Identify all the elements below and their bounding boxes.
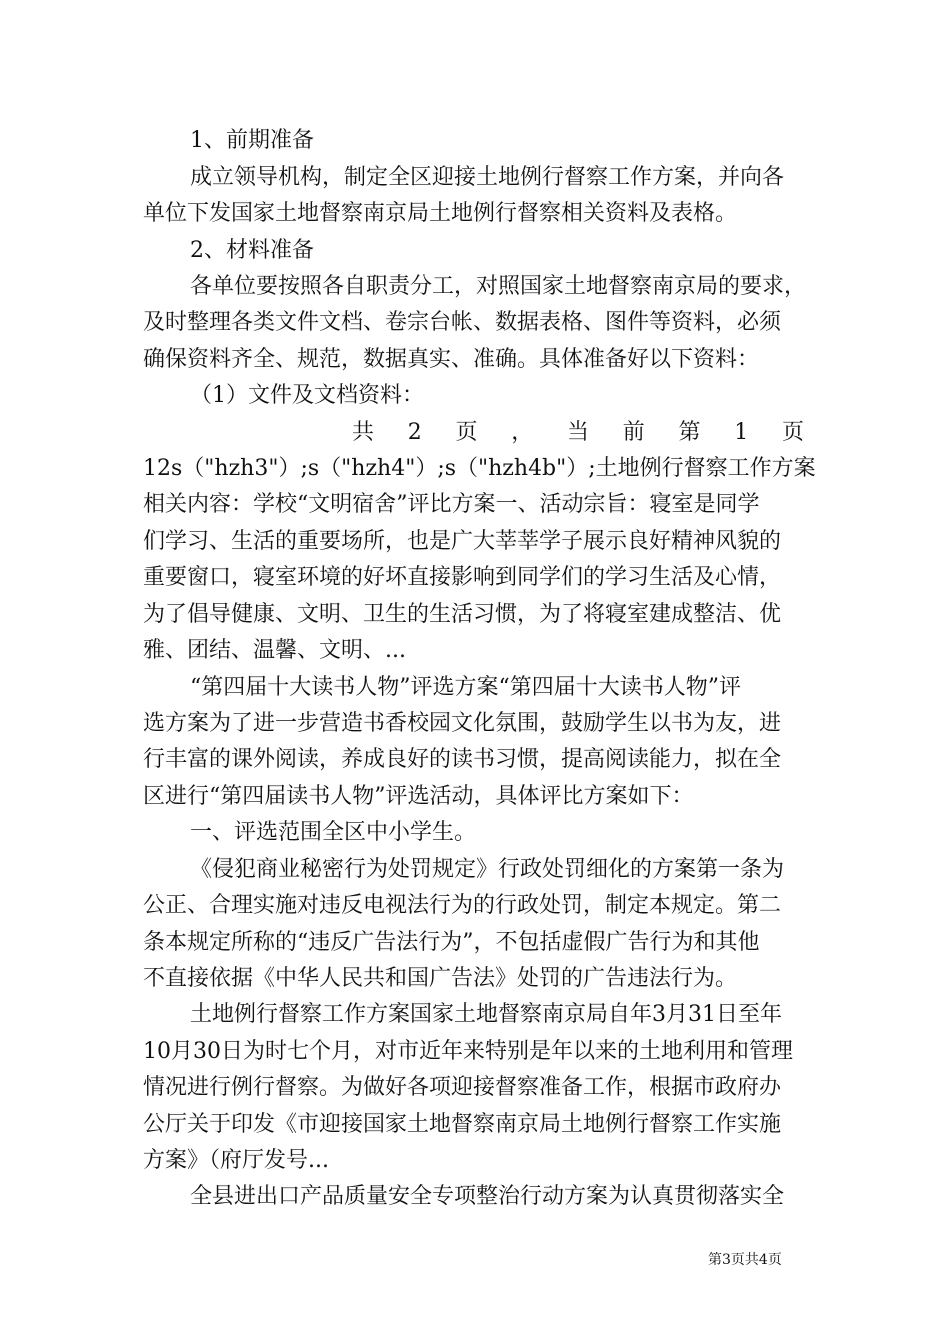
page-indicator-char: 第 <box>678 420 701 445</box>
text-line: 12s（"hzh3"）;s（"hzh4"）;s（"hzh4b"）;土地例行督察工作方案 <box>143 456 816 481</box>
text-line: “第四届十大读书人物”评选方案“第四届十大读书人物”评 <box>190 675 741 700</box>
text-line: 及时整理各类文件文档、卷宗台帐、数据表格、图件等资料，必须 <box>143 310 782 335</box>
text-line: 一、评选范围全区中小学生。 <box>190 820 477 845</box>
text-line: 选方案为了进一步营造书香校园文化氛围，鼓励学生以书为友，进 <box>143 711 782 736</box>
text-line: 《侵犯商业秘密行为处罚规定》行政处罚细化的方案第一条为 <box>190 857 785 882</box>
text-line: 公厅关于印发《市迎接国家土地督察南京局土地例行督察工作实施 <box>143 1112 782 1137</box>
text-line: 条本规定所称的“违反广告法行为”，不包括虚假广告行为和其他 <box>143 930 760 955</box>
page-indicator-char: 前 <box>622 420 645 445</box>
text-line: 10月30日为时七个月，对市近年来特别是年以来的土地利用和管理 <box>143 1039 793 1064</box>
page-indicator-char: ， <box>511 420 534 445</box>
text-line: 情况进行例行督察。为做好各项迎接督察准备工作，根据市政府办 <box>143 1075 782 1100</box>
text-line: 土地例行督察工作方案国家土地督察南京局自年3月31日至年 <box>190 1002 782 1027</box>
text-line: 雅、团结、温馨、文明、... <box>143 638 406 663</box>
text-line: 1、前期准备 <box>190 128 314 153</box>
text-line: 区进行“第四届读书人物”评选活动，具体评比方案如下： <box>143 784 694 809</box>
page-indicator-char: 页 <box>781 420 804 445</box>
text-line: 们学习、生活的重要场所，也是广大莘莘学子展示良好精神风貌的 <box>143 529 782 554</box>
text-line: 相关内容：学校“文明宿舍”评比方案一、活动宗旨：寝室是同学 <box>143 492 760 517</box>
page-footer: 第3页共4页 <box>708 1252 782 1268</box>
page-indicator-char: 页 <box>455 420 478 445</box>
text-line: 确保资料齐全、规范，数据真实、准确。具体准备好以下资料： <box>143 347 760 372</box>
text-line: 为了倡导健康、文明、卫生的生活习惯，为了将寝室建成整洁、优 <box>143 602 782 627</box>
page-indicator <box>352 418 804 448</box>
page-indicator-char: 1 <box>734 420 749 445</box>
text-line: 公正、合理实施对违反电视法行为的行政处罚，制定本规定。第二 <box>143 893 782 918</box>
text-line: （1）文件及文档资料： <box>190 383 424 408</box>
text-line: 不直接依据《中华人民共和国广告法》处罚的广告违法行为。 <box>143 966 738 991</box>
text-line: 方案》（府厅发号... <box>143 1148 329 1173</box>
page-indicator-char: 2 <box>407 420 422 445</box>
text-line: 2、材料准备 <box>190 238 314 263</box>
text-line: 全县进出口产品质量安全专项整治行动方案为认真贯彻落实全 <box>190 1184 785 1209</box>
text-line: 单位下发国家土地督察南京局土地例行督察相关资料及表格。 <box>143 201 738 226</box>
text-line: 成立领导机构，制定全区迎接土地例行督察工作方案，并向各 <box>190 165 785 190</box>
text-line: 重要窗口，寝室环境的好坏直接影响到同学们的学习生活及心情， <box>143 565 782 590</box>
page-indicator-char: 共 <box>352 420 375 445</box>
page-indicator-char: 当 <box>566 420 589 445</box>
text-line: 各单位要按照各自职责分工，对照国家土地督察南京局的要求， <box>190 274 807 299</box>
text-line: 行丰富的课外阅读，养成良好的读书习惯，提高阅读能力，拟在全 <box>143 747 782 772</box>
